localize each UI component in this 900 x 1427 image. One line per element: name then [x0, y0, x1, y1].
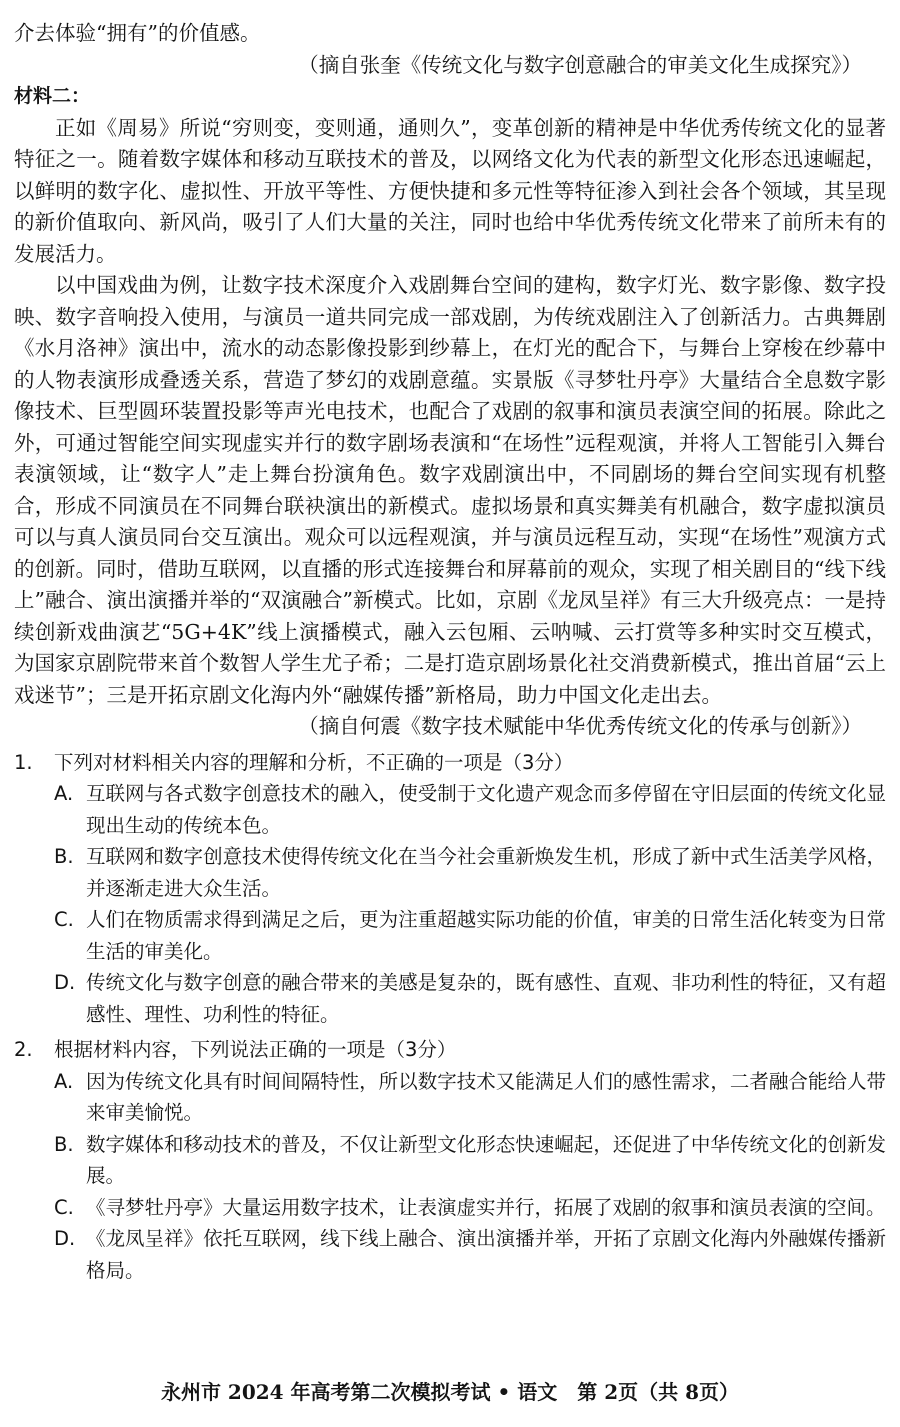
question-2 [14, 1034, 886, 1286]
option-a [14, 778, 886, 841]
option-d [14, 1223, 886, 1286]
option-text: 互联网和数字创意技术使得传统文化在当今社会重新焕发生机，形成了新中式生活美学风格，并逐渐走进大众生活。 [86, 845, 886, 900]
page-content [14, 18, 886, 1286]
option-c [14, 1192, 886, 1224]
option-letter: A. [54, 782, 74, 805]
question-text: 根据材料内容，下列说法正确的一项是（3分） [54, 1038, 457, 1061]
option-b [14, 841, 886, 904]
question-text: 下列对材料相关内容的理解和分析，不正确的一项是（3分） [54, 750, 574, 774]
material-two-paragraph-2: 以中国戏曲为例，让数字技术深度介入戏剧舞台空间的建构，数字灯光、数字影像、数字投映、数字音响投入使用，与演员一道共同完成一部戏剧，为传统戏剧注入了创新活力。古典舞剧《水月洛神》演出中，流水的动态影像投影到纱幕上，在灯光的配合下，与舞台上穿梭在纱幕中的人物表演形成叠透关系，营造了梦幻的戏剧意蕴。实景版《寻梦牡丹亭》大量结合全息数字影像技术、巨型圆环装置投影等声光电技术，也配合了戏剧的叙事和演员表演空间的拓展。除此之外，可通过智能空间实现虚实并行的数字剧场表演和“在场性”远程观演，并将人工智能引入舞台表演领域，让“数字人”走上舞台扮演角色。数字戏剧演出中，不同剧场的舞台空间实现有机整合，形成不同演员在不同舞台联袂演出的新模式。虚拟场景和真实舞美有机融合，数字虚拟演员可以与真人演员同台交互演出。观众可以远程观演，并与演员远程互动，实现“在场性”观演方式的创新。同时，借助互联网，以直播的形式连接舞台和屏幕前的观众，实现了相关剧目的“线下线上”融合、演出演播并举的“双演融合”新模式。比如，京剧《龙凤呈祥》有三大升级亮点：一是持续创新戏曲演艺“5G+4K”线上演播模式，融入云包厢、云呐喊、云打赏等多种实时交互模式，为国家京剧院带来首个数智人学生尤子希；二是打造京剧场景化社交消费新模式，推出首届“云上戏迷节”；三是开拓京剧文化海内外“融媒传播”新格局，助力中国文化走出去。 [14, 273, 886, 707]
option-letter: D. [54, 1227, 76, 1250]
option-text: 因为传统文化具有时间间隔特性，所以数字技术又能满足人们的感性需求，二者融合能给人带来审美愉悦。 [86, 1069, 886, 1124]
option-letter: C. [54, 908, 74, 931]
option-a [14, 1066, 886, 1129]
question-1 [14, 747, 886, 1031]
question-2-options [14, 1066, 886, 1287]
page-footer: 永州市 2024 年高考第二次模拟考试 • 语文 第 2页（共 8页） [160, 1380, 740, 1404]
question-1-options [14, 778, 886, 1030]
option-letter: C. [54, 1195, 74, 1219]
option-letter: A. [54, 1069, 74, 1093]
material-two-label: 材料二： [14, 85, 91, 107]
option-text: 数字媒体和移动技术的普及，不仅让新型文化形态快速崛起，还促进了中华传统文化的创新发展。 [86, 1132, 886, 1187]
option-letter: B. [54, 845, 74, 868]
question-number: 2. [14, 1038, 33, 1061]
material-one-source: （摘自张奎《传统文化与数字创意融合的审美文化生成探究》） [298, 52, 862, 77]
option-text: 《寻梦牡丹亭》大量运用数字技术，让表演虚实并行，拓展了戏剧的叙事和演员表演的空间。 [86, 1195, 886, 1219]
option-text: 人们在物质需求得到满足之后，更为注重超越实际功能的价值，审美的日常生活化转变为日常生活的审美化。 [86, 908, 886, 963]
option-b [14, 1129, 886, 1192]
question-2-stem [14, 1034, 886, 1066]
option-text: 传统文化与数字创意的融合带来的美感是复杂的，既有感性、直观、非功利性的特征，又有超感性、理性、功利性的特征。 [86, 971, 886, 1026]
option-letter: B. [54, 1132, 74, 1156]
material-two-paragraph-1: 正如《周易》所说“穷则变，变则通，通则久”，变革创新的精神是中华优秀传统文化的显著特征之一。随着数字媒体和移动互联技术的普及，以网络文化为代表的新型文化形态迅速崛起，以鲜明的数字化、虚拟性、开放平等性、方便快捷和多元性等特征渗入到社会各个领域，其呈现的新价值取向、新风尚，吸引了人们大量的关注，同时也给中华优秀传统文化带来了前所未有的发展活力。 [14, 115, 886, 266]
question-1-stem [14, 747, 886, 779]
question-number: 1. [14, 750, 33, 774]
material-one-last-line: 介去体验“拥有”的价值感。 [14, 21, 261, 45]
option-d [14, 967, 886, 1030]
option-c [14, 904, 886, 967]
material-two-source: （摘自何震《数字技术赋能中华优秀传统文化的传承与创新》） [298, 714, 862, 738]
option-text: 互联网与各式数字创意技术的融入，使受制于文化遗产观念而多停留在守旧层面的传统文化显现出生动的传统本色。 [86, 782, 886, 837]
option-letter: D. [54, 971, 76, 994]
option-text: 《龙凤呈祥》依托互联网，线下线上融合、演出演播并举，开拓了京剧文化海内外融媒传播新格局。 [86, 1227, 886, 1282]
